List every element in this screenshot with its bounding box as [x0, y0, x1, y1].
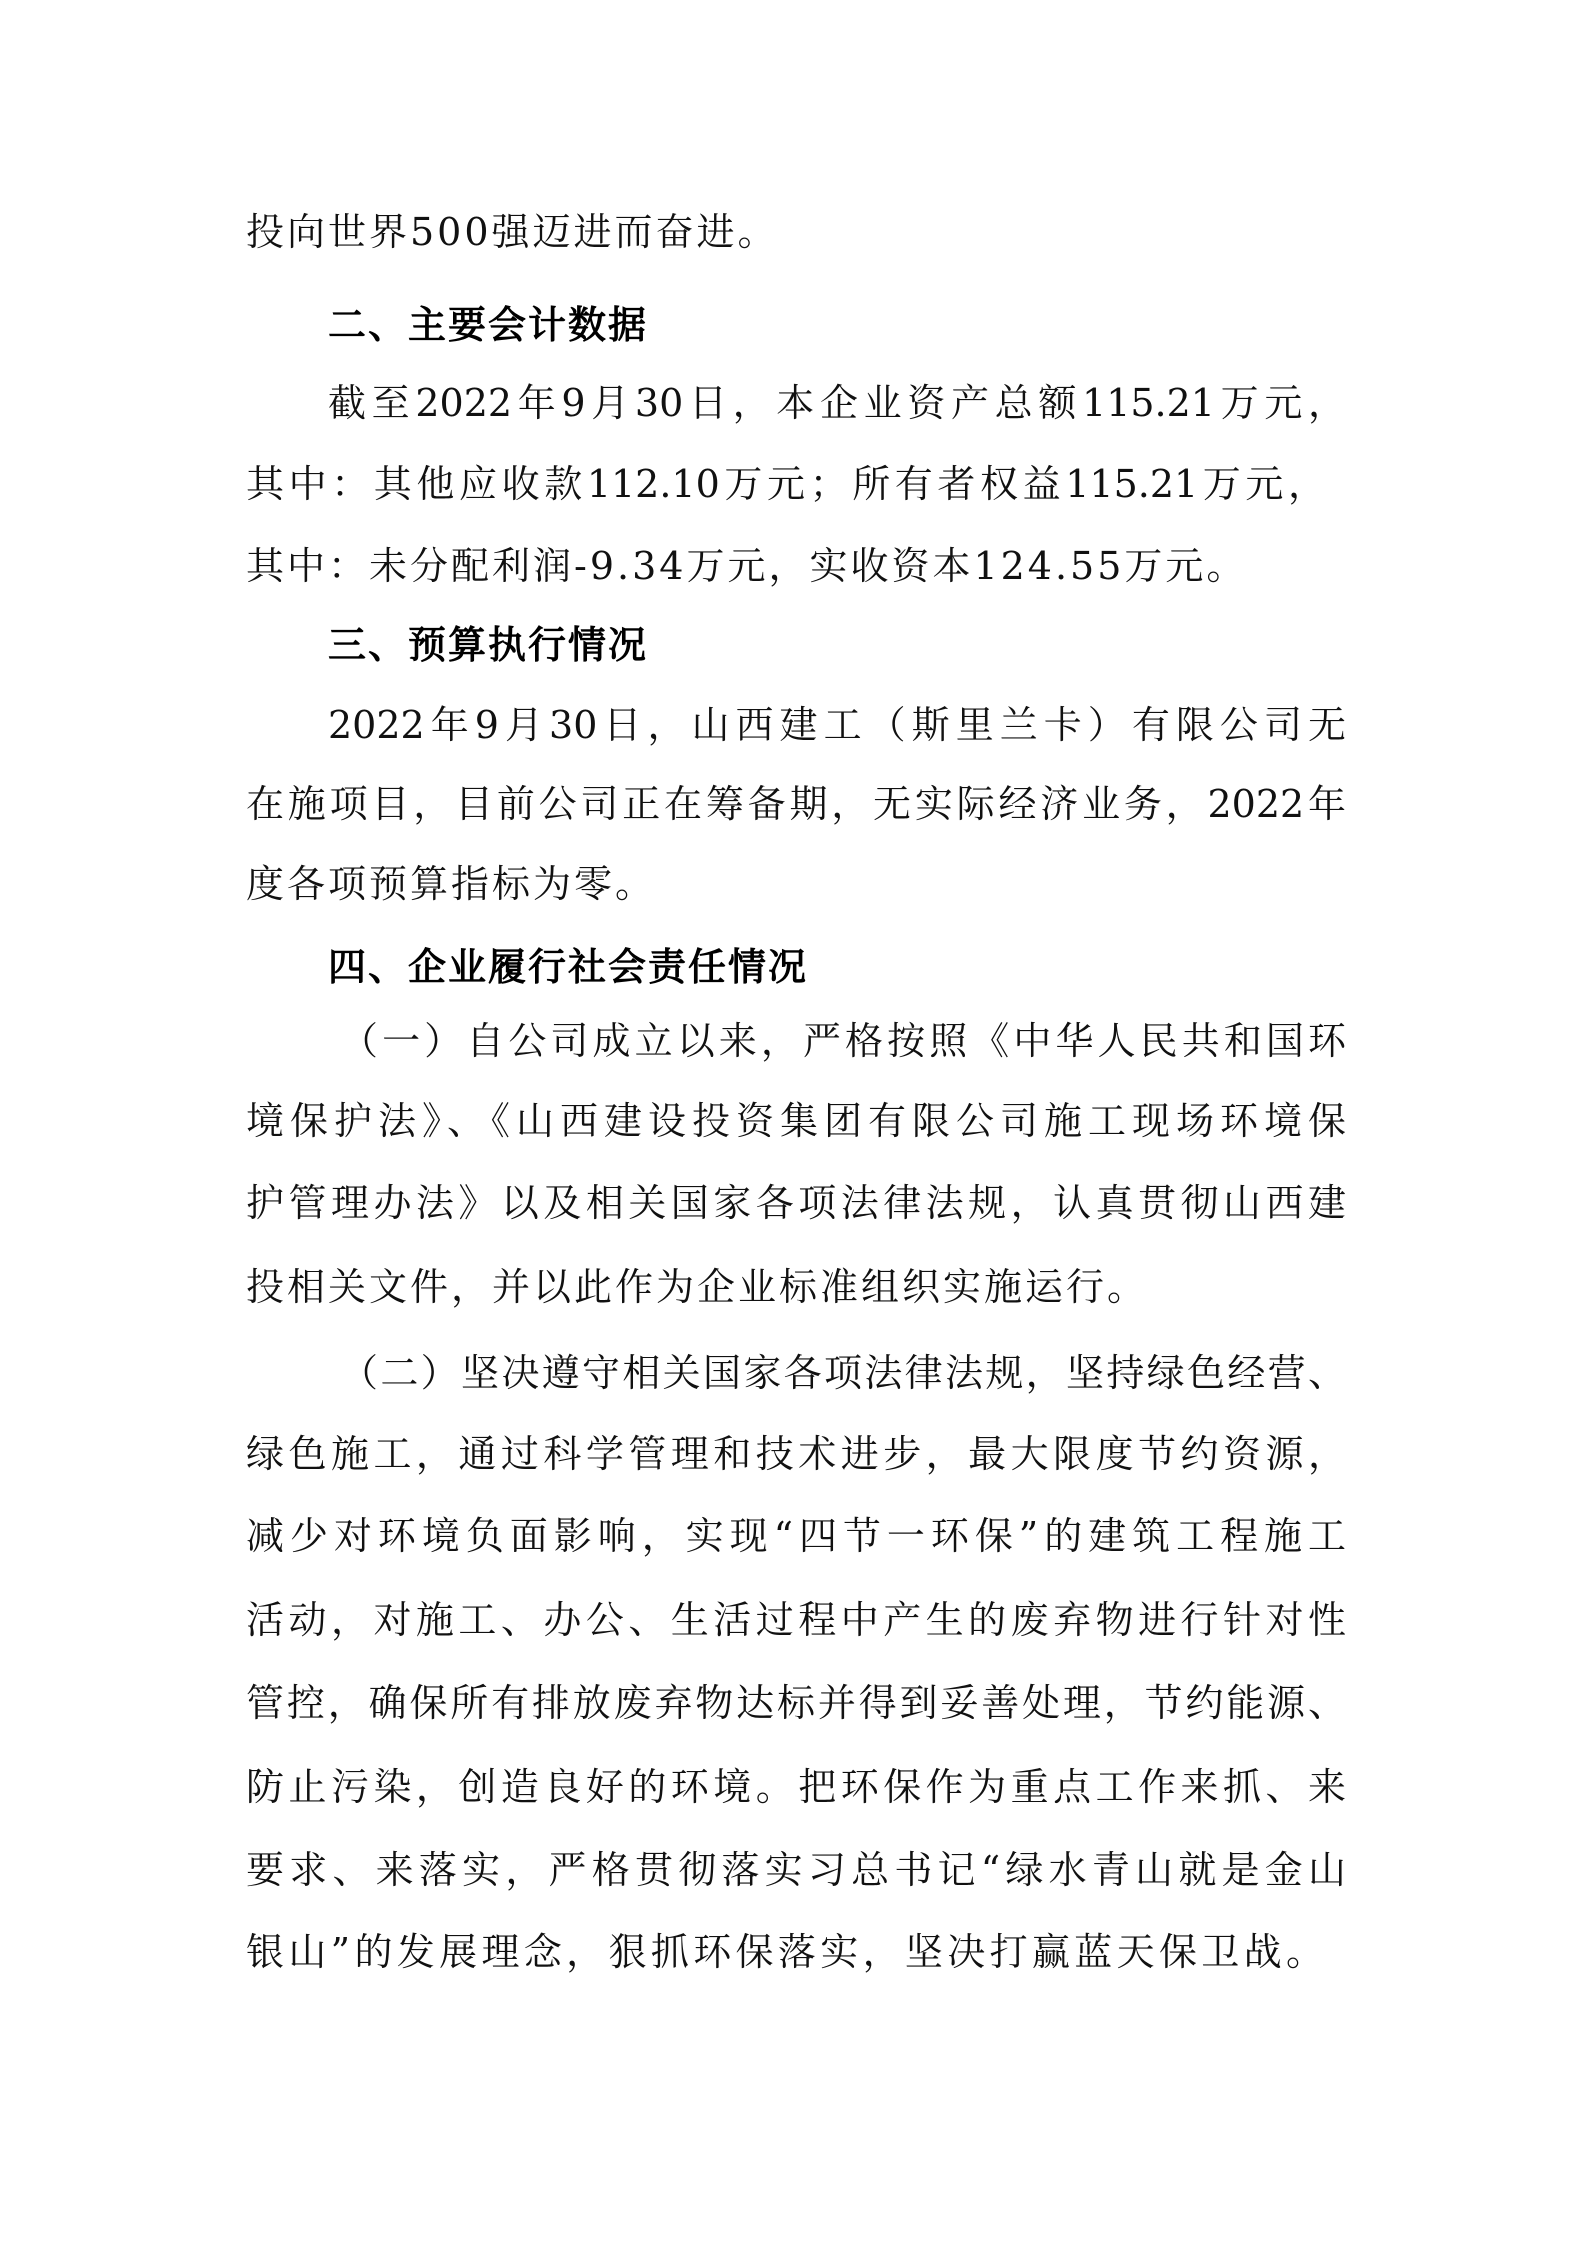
paragraph-line: 管控，确保所有排放废弃物达标并得到妥善处理，节约能源、	[246, 1681, 1346, 1725]
paragraph-line: 2022年9月30日，山西建工（斯里兰卡）有限公司无	[328, 703, 1346, 747]
paragraph-line: 减少对环境负面影响，实现“四节一环保”的建筑工程施工	[246, 1514, 1346, 1558]
paragraph-line: 银山”的发展理念，狠抓环保落实，坚决打赢蓝天保卫战。	[246, 1930, 1324, 1974]
paragraph-line: 投相关文件，并以此作为企业标准组织实施运行。	[246, 1265, 1149, 1309]
section-heading-social-responsibility: 四、企业履行社会责任情况	[328, 945, 809, 989]
paragraph-line: 在施项目，目前公司正在筹备期，无实际经济业务，2022年	[246, 782, 1346, 826]
section-heading-accounting-data: 二、主要会计数据	[328, 303, 649, 347]
paragraph-line: 要求、来落实，严格贯彻落实习总书记“绿水青山就是金山	[246, 1848, 1346, 1892]
paragraph-line: 绿色施工，通过科学管理和技术进步，最大限度节约资源，	[246, 1432, 1346, 1476]
paragraph-line: 其中：未分配利润-9.34万元，实收资本124.55万元。	[246, 544, 1248, 588]
paragraph-line: 投向世界500强迈进而奋进。	[246, 210, 779, 254]
section-heading-budget-execution: 三、预算执行情况	[328, 623, 649, 667]
paragraph-line: 防止污染，创造良好的环境。把环保作为重点工作来抓、来	[246, 1765, 1346, 1809]
paragraph-line: 活动，对施工、办公、生活过程中产生的废弃物进行针对性	[246, 1598, 1346, 1642]
paragraph-line: 其中：其他应收款112.10万元；所有者权益115.21万元，	[246, 462, 1326, 506]
paragraph-line: 护管理办法》以及相关国家各项法律法规，认真贯彻山西建	[246, 1181, 1346, 1225]
paragraph-line: 境保护法》、《山西建设投资集团有限公司施工现场环境保	[246, 1099, 1346, 1143]
paragraph-line: （一）自公司成立以来，严格按照《中华人民共和国环	[340, 1019, 1346, 1063]
paragraph-line: 度各项预算指标为零。	[246, 862, 657, 906]
paragraph-line: 截至2022年9月30日，本企业资产总额115.21万元，	[328, 381, 1346, 425]
paragraph-line: （二）坚决遵守相关国家各项法律法规，坚持绿色经营、	[340, 1351, 1346, 1395]
